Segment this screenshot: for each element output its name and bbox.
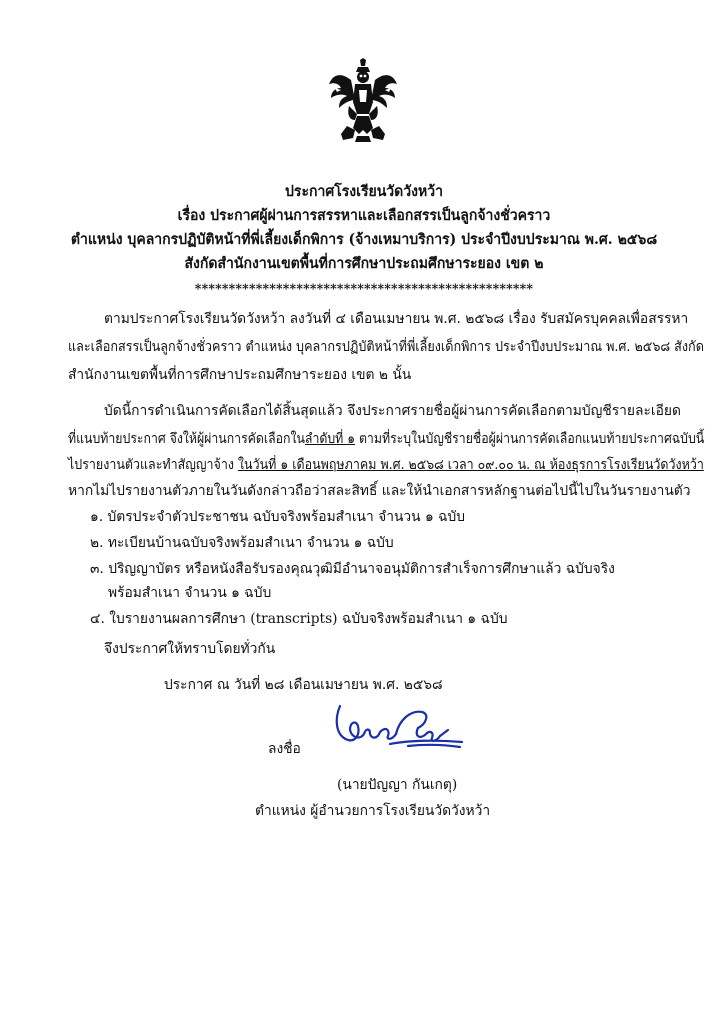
para2-line2-start: ที่แนบท้ายประกาศ จึงให้ผู้ผ่านการคัดเลือกใน (68, 431, 305, 447)
rank-underlined: ลำดับที่ ๑ (304, 431, 356, 447)
signer-name: (นายปัญญา กันเกตุ) (337, 777, 458, 793)
para2-line2-end: ตามที่ระบุในบัญชีรายชื่อผู้ผ่านการคัดเลือกแนบท้ายประกาศฉบับนี้ (355, 431, 705, 447)
document-item-3-continued: พร้อมสำเนา จำนวน ๑ ฉบับ (108, 585, 272, 601)
handwritten-signature (330, 700, 465, 756)
document-item-2: ๒. ทะเบียนบ้านฉบับจริงพร้อมสำเนา จำนวน ๑ ฉบับ (90, 535, 394, 551)
document-item-4: ๔. ใบรายงานผลการศึกษา (transcripts) ฉบับจริงพร้อมสำเนา ๑ ฉบับ (90, 611, 508, 627)
document-subject: เรื่อง ประกาศผู้ผ่านการสรรหาและเลือกสรรเป็นลูกจ้างชั่วคราว (177, 207, 551, 224)
para2-line4: หากไม่ไปรายงานตัวภายในวันดังกล่าวถือว่าสละสิทธิ์ และให้นำเอกสารหลักฐานต่อไปนี้ไปในวันรายงานตัว (68, 483, 691, 499)
para1-line2: และเลือกสรรเป็นลูกจ้างชั่วคราว ตำแหน่ง บุคลากรปฏิบัติหน้าที่พี่เลี้ยงเด็กพิการ ประจำปีงบประมาณ พ.ศ. ๒๕๖๘ สังกัด (68, 339, 704, 355)
announce-date: ประกาศ ณ วันที่ ๒๘ เดือนเมษายน พ.ศ. ๒๕๖๘ (164, 677, 443, 693)
para1-line3: สำนักงานเขตพื้นที่การศึกษาประถมศึกษาระยอง เขต ๒ นั้น (68, 367, 412, 383)
report-date-underlined: ในวันที่ ๑ เดือนพฤษภาคม พ.ศ. ๒๕๖๘ เวลา ๐๙.๐๐ น. ณ ห้องธุรการโรงเรียนวัดวังหว้า (237, 457, 704, 473)
para2-line3-start: ไปรายงานตัวและทำสัญญาจ้าง (68, 457, 238, 473)
document-office: สังกัดสำนักงานเขตพื้นที่การศึกษาประถมศึกษาระยอง เขต ๒ (184, 255, 544, 272)
para2-line3 (68, 456, 704, 474)
document-position: ตำแหน่ง บุคลากรปฏิบัติหน้าที่พี่เลี้ยงเด็กพิการ (จ้างเหมาบริการ) ประจำปีงบประมาณ พ.ศ. ๒๕๖๘ (70, 231, 658, 248)
para2-line2 (68, 430, 704, 448)
document-item-3: ๓. ปริญญาบัตร หรือหนังสือรับรองคุณวุฒิมีอำนาจอนุมัติการสำเร็จการศึกษาแล้ว ฉบับจริง (90, 561, 615, 577)
garuda-emblem-icon (327, 58, 399, 142)
para2-line1: บัดนี้การดำเนินการคัดเลือกได้สิ้นสุดแล้ว จึงประกาศรายชื่อผู้ผ่านการคัดเลือกตามบัญชีรายละเอียด (104, 403, 681, 419)
document-item-1: ๑. บัตรประจำตัวประชาชน ฉบับจริงพร้อมสำเนา จำนวน ๑ ฉบับ (90, 509, 466, 525)
star-divider: ************************************************** (194, 282, 534, 297)
sign-label: ลงชื่อ (268, 741, 301, 757)
signer-title: ตำแหน่ง ผู้อำนวยการโรงเรียนวัดวังหว้า (255, 803, 491, 819)
announce-line: จึงประกาศให้ทราบโดยทั่วกัน (104, 641, 276, 657)
document-title: ประกาศโรงเรียนวัดวังหว้า (285, 183, 443, 200)
para1-line1: ตามประกาศโรงเรียนวัดวังหว้า ลงวันที่ ๔ เดือนเมษายน พ.ศ. ๒๕๖๘ เรื่อง รับสมัครบุคคลเพื่อสรรหา (104, 311, 689, 327)
